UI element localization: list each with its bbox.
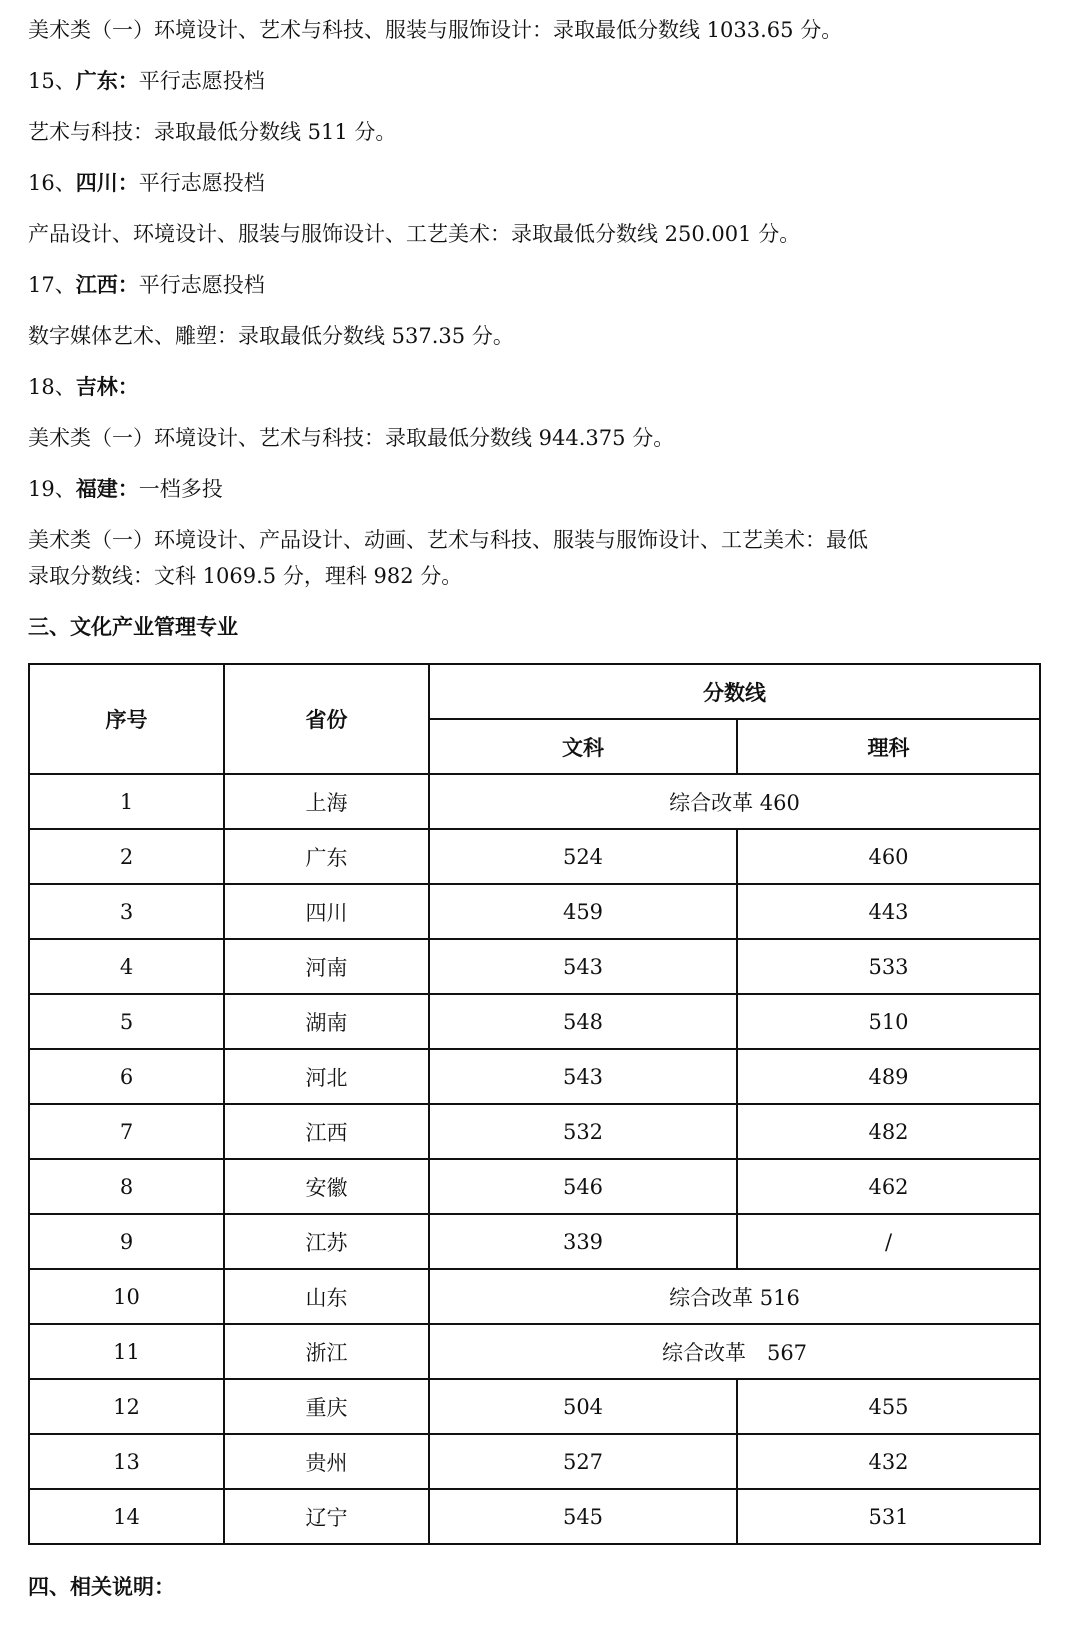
paragraph-fujian-line1: 美术类（一）环境设计、产品设计、动画、艺术与科技、服装与服饰设计、工艺美术：最低 — [28, 528, 868, 552]
cell-index: 2 — [29, 829, 224, 884]
cell-index: 7 — [29, 1104, 224, 1159]
cell-province: 重庆 — [224, 1379, 429, 1434]
cell-province: 河南 — [224, 939, 429, 994]
cell-province: 山东 — [224, 1269, 429, 1324]
cell-arts: 527 — [429, 1434, 737, 1489]
section-4-title: 四、相关说明： — [28, 1574, 175, 1599]
cell-science: / — [737, 1214, 1040, 1269]
cell-science: 460 — [737, 829, 1040, 884]
cell-province: 安徽 — [224, 1159, 429, 1214]
heading-number: 18、 — [28, 375, 76, 399]
cell-province: 广东 — [224, 829, 429, 884]
heading-mode: 平行志愿投档 — [138, 273, 265, 297]
cell-merged-score: 综合改革 516 — [429, 1269, 1040, 1324]
heading-mode: 平行志愿投档 — [138, 171, 265, 195]
cell-index: 6 — [29, 1049, 224, 1104]
heading-number: 16、 — [28, 171, 76, 195]
cell-province: 河北 — [224, 1049, 429, 1104]
cell-science: 432 — [737, 1434, 1040, 1489]
table-row — [29, 829, 1040, 884]
section-3-title: 三、文化产业管理专业 — [28, 614, 238, 639]
cell-science: 455 — [737, 1379, 1040, 1434]
cell-arts: 543 — [429, 939, 737, 994]
cell-arts: 504 — [429, 1379, 737, 1434]
cell-province: 辽宁 — [224, 1489, 429, 1544]
cell-index: 12 — [29, 1379, 224, 1434]
table-row — [29, 1104, 1040, 1159]
cell-province: 江苏 — [224, 1214, 429, 1269]
cell-arts: 524 — [429, 829, 737, 884]
header-science: 理科 — [737, 719, 1040, 774]
cell-arts: 545 — [429, 1489, 737, 1544]
cell-science: 443 — [737, 884, 1040, 939]
score-table — [28, 663, 1041, 1545]
table-row — [29, 1379, 1040, 1434]
cell-index: 8 — [29, 1159, 224, 1214]
header-province: 省份 — [224, 664, 429, 774]
cell-province: 上海 — [224, 774, 429, 829]
paragraph-sichuan: 产品设计、环境设计、服装与服饰设计、工艺美术：录取最低分数线 250.001 分。 — [28, 222, 801, 246]
table-row — [29, 1434, 1040, 1489]
header-score: 分数线 — [429, 664, 1040, 719]
paragraph-guangdong: 艺术与科技：录取最低分数线 511 分。 — [28, 120, 397, 144]
cell-province: 湖南 — [224, 994, 429, 1049]
cell-province: 贵州 — [224, 1434, 429, 1489]
heading-province: 福建： — [75, 476, 139, 501]
heading-fujian — [28, 475, 223, 503]
table-row — [29, 884, 1040, 939]
cell-arts: 543 — [429, 1049, 737, 1104]
cell-index: 11 — [29, 1324, 224, 1379]
cell-index: 1 — [29, 774, 224, 829]
heading-number: 17、 — [28, 273, 76, 297]
cell-index: 9 — [29, 1214, 224, 1269]
cell-index: 4 — [29, 939, 224, 994]
paragraph-jilin: 美术类（一）环境设计、艺术与科技：录取最低分数线 944.375 分。 — [28, 426, 675, 450]
heading-mode: 平行志愿投档 — [138, 69, 265, 93]
heading-number: 19、 — [28, 477, 76, 501]
cell-arts: 532 — [429, 1104, 737, 1159]
table-row — [29, 1269, 1040, 1324]
paragraph-fujian-line2: 录取分数线：文科 1069.5 分，理科 982 分。 — [28, 564, 463, 588]
cell-province: 四川 — [224, 884, 429, 939]
heading-number: 15、 — [28, 69, 76, 93]
cell-index: 14 — [29, 1489, 224, 1544]
cell-arts: 546 — [429, 1159, 737, 1214]
cell-index: 3 — [29, 884, 224, 939]
heading-province: 广东： — [75, 68, 139, 93]
paragraph-jiangxi: 数字媒体艺术、雕塑：录取最低分数线 537.35 分。 — [28, 324, 514, 348]
table-row — [29, 1214, 1040, 1269]
cell-science: 489 — [737, 1049, 1040, 1104]
heading-province: 江西： — [75, 272, 139, 297]
cell-science: 531 — [737, 1489, 1040, 1544]
cell-index: 10 — [29, 1269, 224, 1324]
cell-province: 江西 — [224, 1104, 429, 1159]
cell-merged-score: 综合改革 567 — [429, 1324, 1040, 1379]
header-index: 序号 — [29, 664, 224, 774]
cell-arts: 548 — [429, 994, 737, 1049]
cell-merged-score: 综合改革 460 — [429, 774, 1040, 829]
heading-jilin — [28, 373, 139, 401]
table-row — [29, 994, 1040, 1049]
heading-jiangxi — [28, 271, 265, 299]
heading-province: 吉林： — [75, 374, 139, 399]
cell-science: 533 — [737, 939, 1040, 994]
heading-sichuan — [28, 169, 265, 197]
cell-index: 13 — [29, 1434, 224, 1489]
header-arts: 文科 — [429, 719, 737, 774]
table-row — [29, 1324, 1040, 1379]
cell-index: 5 — [29, 994, 224, 1049]
paragraph-meishu-1: 美术类（一）环境设计、艺术与科技、服装与服饰设计：录取最低分数线 1033.65 分。 — [28, 18, 843, 42]
table-row — [29, 939, 1040, 994]
table-row — [29, 1049, 1040, 1104]
heading-guangdong — [28, 67, 265, 95]
heading-province: 四川： — [75, 170, 139, 195]
cell-science: 462 — [737, 1159, 1040, 1214]
cell-arts: 339 — [429, 1214, 737, 1269]
table-row — [29, 774, 1040, 829]
cell-arts: 459 — [429, 884, 737, 939]
heading-mode: 一档多投 — [138, 477, 223, 501]
table-header-row — [29, 664, 1040, 719]
cell-province: 浙江 — [224, 1324, 429, 1379]
cell-science: 482 — [737, 1104, 1040, 1159]
table-row — [29, 1489, 1040, 1544]
cell-science: 510 — [737, 994, 1040, 1049]
table-row — [29, 1159, 1040, 1214]
